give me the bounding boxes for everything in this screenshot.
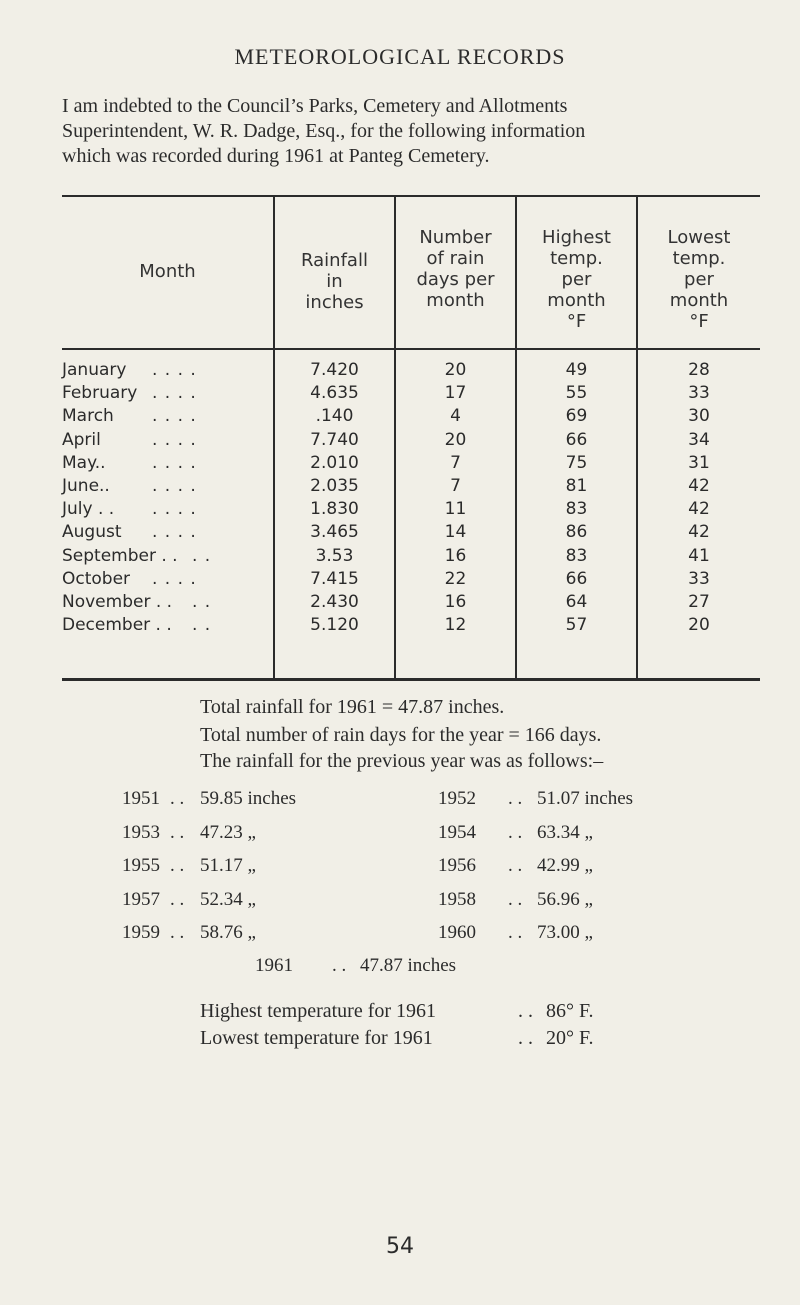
total-rainfall: Total rainfall for 1961 = 47.87 inches. (200, 696, 505, 718)
leader-dots: . . . . (152, 452, 197, 473)
highest-temp-cell: 81 (565, 476, 588, 496)
month-cell: September . . (62, 545, 178, 566)
header-lowest-temp: Lowest temp. per month °F (667, 227, 731, 332)
year-separator: . . (332, 955, 347, 976)
rain-days-cell: 14 (444, 522, 467, 543)
header-rule (62, 348, 760, 350)
rainfall-cell: 7.415 (310, 568, 359, 589)
table-row (62, 522, 760, 545)
table-row (62, 476, 760, 499)
leader-dots: . . . . (152, 360, 197, 380)
highest-temp-cell: 64 (565, 592, 588, 612)
previous-rainfall: 58.76 „ (200, 922, 256, 943)
year-separator: . . (508, 788, 523, 809)
highest-temp-cell: 55 (565, 383, 588, 404)
header-rainfall: Rainfall in inches (301, 250, 368, 313)
previous-year: 1957 (122, 888, 160, 910)
leader-dots: . . . . (152, 499, 197, 520)
rainfall-cell: 3.53 (315, 545, 354, 566)
previous-year: 1956 (438, 855, 476, 876)
table-top-rule (62, 195, 760, 197)
leader-dots: . . (192, 592, 212, 612)
previous-rainfall: 51.07 inches (537, 788, 634, 809)
intro-line: Superintendent, W. R. Dadge, Esq., for the following information (62, 120, 586, 142)
highest-temp-cell: 66 (565, 568, 588, 589)
previous-year: 1951 (122, 788, 160, 809)
rainfall-cell: .140 (315, 406, 354, 427)
rainfall-cell: 2.010 (310, 452, 359, 473)
lowest-temp-cell: 28 (688, 360, 710, 380)
year-separator: . . (170, 855, 185, 876)
previous-rainfall: 59.85 inches (200, 788, 297, 809)
previous-year: 1955 (122, 855, 160, 876)
lowest-temp-cell: 34 (688, 429, 710, 450)
previous-rainfall: 56.96 „ (537, 888, 593, 910)
highest-temp-cell: 75 (565, 452, 588, 473)
month-cell: October (62, 568, 131, 589)
rain-days-cell: 7 (450, 452, 461, 473)
rainfall-cell: 7.420 (310, 360, 359, 380)
year-separator: . . (170, 821, 185, 843)
table-row (62, 430, 760, 453)
highest-temp-cell: 57 (565, 615, 588, 636)
month-cell: January (62, 360, 127, 380)
year-separator: . . (508, 855, 523, 876)
page-number: 54 (386, 1234, 414, 1259)
rain-days-cell: 22 (444, 568, 467, 589)
lowest-temp-value: 20° F. (546, 1027, 594, 1049)
rain-days-cell: 7 (450, 476, 461, 496)
page-title: METEOROLOGICAL RECORDS (234, 44, 566, 69)
header-highest-temp: Highest temp. per month °F (542, 227, 611, 332)
rainfall-cell: 2.035 (310, 476, 359, 496)
previous-year: 1954 (438, 821, 476, 843)
table-row (62, 546, 760, 569)
month-cell: August (62, 522, 122, 543)
dots-separator: . . (518, 1027, 533, 1049)
lowest-temp-cell: 42 (688, 476, 710, 496)
highest-temp-value: 86° F. (546, 1000, 594, 1022)
previous-year: 1958 (438, 888, 476, 910)
highest-temp-cell: 49 (565, 360, 588, 380)
rainfall-cell: 4.635 (310, 383, 359, 404)
rainfall-cell: 2.430 (310, 592, 359, 612)
leader-dots: . . (192, 545, 212, 566)
year-separator: . . (508, 888, 523, 910)
previous-rainfall: 47.23 „ (200, 821, 256, 843)
highest-temp-cell: 86 (565, 522, 588, 543)
rain-days-cell: 20 (444, 360, 467, 380)
current-year: 1961 (255, 955, 293, 976)
highest-temp-label: Highest temperature for 1961 (200, 1000, 437, 1022)
previous-intro: The rainfall for the previous year was as follows:– (200, 750, 604, 772)
lowest-temp-cell: 27 (688, 592, 710, 612)
leader-dots: . . . . (152, 429, 197, 450)
month-cell: May.. (62, 452, 106, 473)
dots-separator: . . (518, 1000, 533, 1022)
previous-rainfall: 42.99 „ (537, 855, 593, 876)
month-cell: March (62, 406, 114, 427)
lowest-temp-cell: 31 (688, 452, 710, 473)
rainfall-cell: 3.465 (310, 522, 359, 543)
table-row (62, 383, 760, 406)
table-row (62, 569, 760, 592)
table-row (62, 499, 760, 522)
previous-rainfall: 73.00 „ (537, 922, 593, 943)
rain-days-cell: 16 (444, 592, 467, 612)
lowest-temp-cell: 20 (688, 615, 710, 636)
table-row (62, 592, 760, 615)
lowest-temp-cell: 41 (688, 545, 710, 566)
intro-line: I am indebted to the Council’s Parks, Cemetery and Allotments (62, 95, 568, 117)
month-cell: April (62, 429, 101, 450)
lowest-temp-cell: 42 (688, 499, 710, 520)
year-separator: . . (170, 922, 185, 943)
leader-dots: . . . . (152, 383, 197, 404)
table-row (62, 360, 760, 383)
meteorological-table (62, 195, 760, 680)
previous-rainfall: 63.34 „ (537, 821, 593, 843)
lowest-temp-cell: 42 (688, 522, 710, 543)
rainfall-cell: 7.740 (310, 429, 359, 450)
total-rain-days: Total number of rain days for the year = 166 days. (200, 724, 602, 746)
rain-days-cell: 16 (444, 545, 467, 566)
month-cell: June.. (62, 476, 110, 496)
rainfall-cell: 1.830 (310, 499, 359, 520)
previous-rainfall: 52.34 „ (200, 888, 256, 910)
highest-temp-cell: 69 (565, 406, 588, 427)
current-year-rainfall: 47.87 inches (360, 955, 457, 976)
intro-paragraph (62, 94, 762, 169)
table-row (62, 453, 760, 476)
rain-days-cell: 4 (450, 406, 461, 427)
rain-days-cell: 17 (444, 383, 467, 404)
year-separator: . . (508, 922, 523, 943)
leader-dots: . . (192, 615, 212, 636)
highest-temp-cell: 66 (565, 429, 588, 450)
header-rain-days: Number of rain days per month (416, 227, 495, 311)
leader-dots: . . . . (152, 522, 197, 543)
previous-year: 1953 (122, 821, 160, 843)
month-cell: February (62, 383, 138, 404)
year-separator: . . (170, 788, 185, 809)
table-row (62, 615, 760, 638)
lowest-temp-cell: 30 (688, 406, 710, 427)
rain-days-cell: 20 (444, 429, 467, 450)
previous-year: 1960 (438, 922, 476, 943)
previous-year: 1952 (438, 788, 476, 809)
month-cell: July . . (62, 499, 115, 520)
rain-days-cell: 12 (444, 615, 467, 636)
month-cell: December . . (62, 615, 172, 636)
intro-line: which was recorded during 1961 at Panteg Cemetery. (62, 145, 490, 167)
lowest-temp-label: Lowest temperature for 1961 (200, 1027, 433, 1049)
leader-dots: . . . . (152, 476, 197, 496)
table-bottom-rule (62, 678, 760, 681)
rain-days-cell: 11 (444, 499, 467, 520)
previous-rainfall: 51.17 „ (200, 855, 256, 876)
year-separator: . . (170, 888, 185, 910)
previous-year: 1959 (122, 922, 160, 943)
highest-temp-cell: 83 (565, 499, 588, 520)
leader-dots: . . . . (152, 406, 197, 427)
year-separator: . . (508, 821, 523, 843)
rainfall-cell: 5.120 (310, 615, 359, 636)
table-row (62, 406, 760, 429)
month-cell: November . . (62, 592, 173, 612)
lowest-temp-cell: 33 (688, 383, 710, 404)
leader-dots: . . . . (152, 568, 197, 589)
header-month: Month (139, 261, 196, 282)
lowest-temp-cell: 33 (688, 568, 710, 589)
highest-temp-cell: 83 (565, 545, 588, 566)
